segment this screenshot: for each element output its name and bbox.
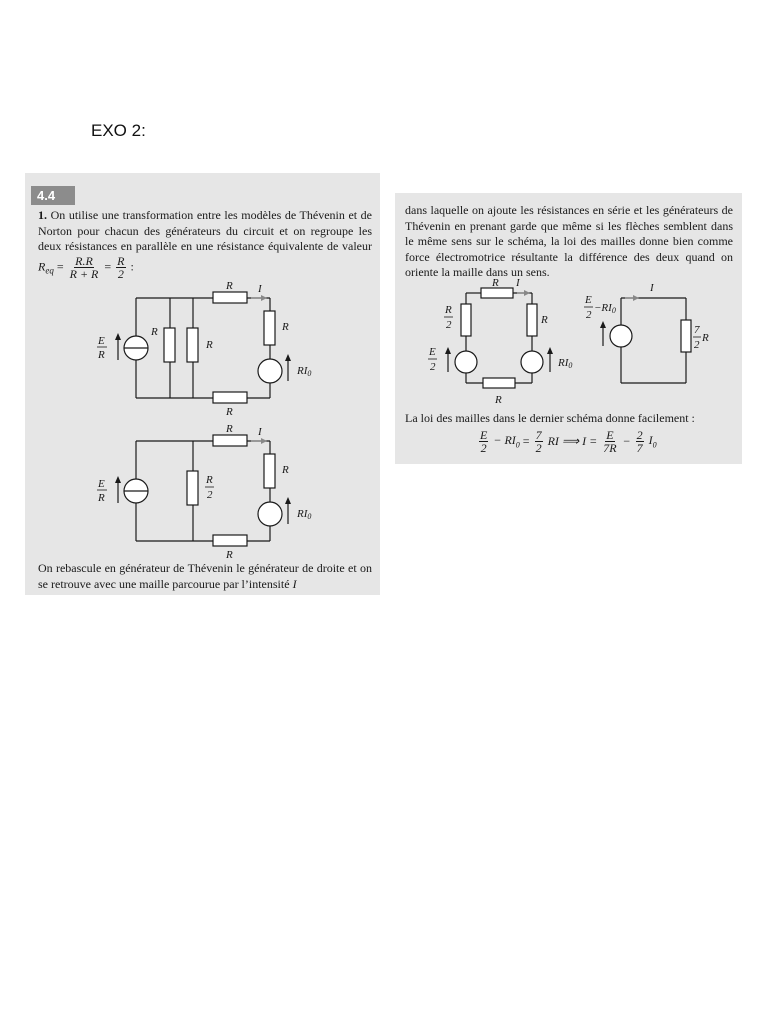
c3-r-left-den: 2 <box>446 319 452 331</box>
c4-r-num: 7 <box>694 324 700 336</box>
c1-dep-source: RI0 <box>297 365 312 378</box>
c4-src-rest: −RI0 <box>594 302 616 315</box>
c2-r-mid-den: 2 <box>207 489 213 501</box>
c1-source-num: E <box>98 335 105 347</box>
req-fraction: $\frac{R.R}{R + R}$ <box>69 253 99 281</box>
solution-panel-left <box>25 173 380 595</box>
section-badge: 4.4 <box>31 186 75 205</box>
c3-r-left-num: R <box>445 304 452 316</box>
c3-r-top: R <box>492 277 499 289</box>
c1-r-top: R <box>226 280 233 292</box>
c1-r-bottom: R <box>226 406 233 418</box>
c2-r-top: R <box>226 423 233 435</box>
c1-current: I <box>258 283 262 295</box>
c3-dep-source: RI0 <box>558 357 573 370</box>
circuit-diagram-2 <box>25 421 380 561</box>
c3-src-num: E <box>429 346 436 358</box>
right-paragraph: dans laquelle on ajoute les résistances en série et les générateurs de Thévenin en prenant garde que même si les flèches semblent dans le même sens sur le schéma, la loi des mailles donne bien comme force électromotrice résultante la différence des deux quand on oriente la maille dans un sens. <box>405 203 733 279</box>
c4-current: I <box>650 282 654 294</box>
intro-number: 1. <box>38 208 47 222</box>
req-half-fraction: $\frac{R}{2}$ <box>117 253 125 281</box>
law-text: La loi des mailles dans le dernier schéma donne facilement : <box>405 411 695 425</box>
c3-current: I <box>516 277 520 289</box>
circuit-diagram-1 <box>25 278 380 418</box>
c1-r-left: R <box>151 326 158 338</box>
c1-r-mid: R <box>206 339 213 351</box>
circuit-diagram-4 <box>575 278 735 393</box>
c3-src-den: 2 <box>430 361 436 373</box>
c2-r-mid-num: R <box>206 474 213 486</box>
c3-r-right: R <box>541 314 548 326</box>
c2-current: I <box>258 426 262 438</box>
c2-source-num: E <box>98 478 105 490</box>
c1-source-den: R <box>98 349 105 361</box>
intro-paragraph: 1. On utilise une transformation entre les modèles de Thévenin et de Norton pour chacun des générateurs du circuit et on regroupe les deux résistances en parallèle en une résistance équivalente de valeur $R_{eq}$ = $\frac{R.R}{R + R}$ = $\frac{R}{2}$ : <box>38 208 373 281</box>
c4-r-den: 2 <box>694 339 700 351</box>
circuit-diagram-3 <box>395 277 595 406</box>
c2-source-den: R <box>98 492 105 504</box>
c4-src-num: E <box>585 294 592 306</box>
exercise-heading: EXO 2: <box>91 121 146 140</box>
result-formula: $\frac{E}{2}$ − $RI_0$ = $\frac{7}{2}$ RI ⟹ I = $\frac{E}{7R}$ − $\frac{2}{7}$ $I_0$ <box>480 428 657 455</box>
c3-r-bottom: R <box>495 394 502 406</box>
c2-r-right: R <box>282 464 289 476</box>
c4-r-rest: R <box>702 332 709 344</box>
solution-panel-right <box>395 193 742 464</box>
c2-r-bottom: R <box>226 549 233 561</box>
outro-paragraph: On rebascule en générateur de Thévenin le générateur de droite et on se retrouve avec une maille parcourue par l’intensité I <box>38 561 372 591</box>
req-sub: eq <box>45 265 54 276</box>
c1-r-right: R <box>282 321 289 333</box>
c2-dep-source: RI0 <box>297 508 312 521</box>
c4-src-den: 2 <box>586 309 592 321</box>
req-label: R <box>38 258 46 273</box>
intro-text: On utilise une transformation entre les modèles de Thévenin et de Norton pour chacun des générateurs du circuit et on regroupe les deux résistances en parallèle en une résistance équivalente de valeur <box>38 208 373 253</box>
